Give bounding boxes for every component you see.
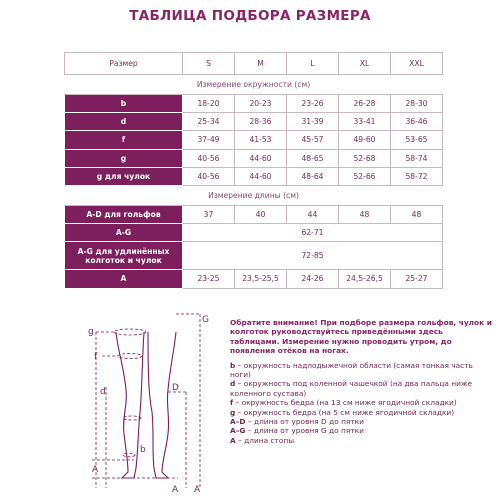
table-cell: 23-25 <box>183 270 235 288</box>
row-label: A-G для удлинённых колготок и чулок <box>65 242 183 270</box>
table-row <box>65 242 443 270</box>
note-text: – окружность надлодыжечной области (самая тонкая часть ноги) <box>230 360 473 380</box>
table-cell: 52-66 <box>339 167 391 185</box>
size-xxl: XXL <box>391 53 443 75</box>
note-item-f <box>230 398 492 407</box>
table-row <box>65 113 443 131</box>
row-label: A-D для гольфов <box>65 205 183 223</box>
table-cell: 48-65 <box>287 149 339 167</box>
table-cell: 28-36 <box>235 113 287 131</box>
table-cell: 25-27 <box>391 270 443 288</box>
note-item-d <box>230 379 492 398</box>
note-key: g <box>230 407 236 417</box>
measurement-notes <box>230 318 492 445</box>
table-cell: 18-20 <box>183 95 235 113</box>
circumference-section-label: Измерение окружности (см) <box>65 75 443 95</box>
table-cell: 20-23 <box>235 95 287 113</box>
table-cell: 48 <box>339 205 391 223</box>
note-item-b <box>230 361 492 380</box>
row-label: A <box>65 270 183 288</box>
table-cell: 53-65 <box>391 131 443 149</box>
table-cell: 48 <box>391 205 443 223</box>
table-row <box>65 95 443 113</box>
f-circumference-mark <box>118 354 142 359</box>
note-item-g <box>230 408 492 417</box>
table-cell: 25-34 <box>183 113 235 131</box>
table-cell: 24-26 <box>287 270 339 288</box>
row-label: A-G <box>65 224 183 242</box>
circumference-section-row <box>65 75 443 95</box>
g-circumference-mark <box>114 329 146 335</box>
table-cell: 28-30 <box>391 95 443 113</box>
table-row <box>65 131 443 149</box>
page-title: ТАБЛИЦА ПОДБОРА РАЗМЕРА <box>129 8 371 24</box>
size-l: L <box>287 53 339 75</box>
table-cell: 72-85 <box>183 242 443 270</box>
note-text: – окружность бедра (на 13 см ниже ягодичной складки) <box>233 398 457 408</box>
table-cell: 58-72 <box>391 167 443 185</box>
table-row <box>65 205 443 223</box>
table-cell: 45-57 <box>287 131 339 149</box>
table-row <box>65 224 443 242</box>
table-cell: 40 <box>235 205 287 223</box>
warning-text: Обратите внимание! При подборе размера гольфов, чулок и колготок руководствуйтесь приведёнными здесь таблицами. Измерение нужно проводить утром, до появления отёков на ногах. <box>230 318 492 356</box>
row-label: b <box>65 95 183 113</box>
table-cell: 23,5-25,5 <box>235 270 287 288</box>
note-text: – длина от уровня G до пятки <box>245 426 364 436</box>
note-text: – длина от уровня D до пятки <box>245 417 364 427</box>
note-item-a-g <box>230 426 492 435</box>
note-text: – окружность под коленной чашечкой (на два пальца ниже коленного сустава) <box>230 379 473 398</box>
table-cell: 24,5-26,5 <box>339 270 391 288</box>
table-cell: 33-41 <box>339 113 391 131</box>
d-circumference-mark <box>123 416 141 420</box>
row-label: g <box>65 149 183 167</box>
diagram-label-f: f <box>94 352 98 362</box>
note-text: – длина стопы <box>235 435 295 445</box>
leg-diagram-svg <box>82 312 222 494</box>
table-row <box>65 270 443 288</box>
table-cell: 31-39 <box>287 113 339 131</box>
note-text: – окружность бедра (на 5 см ниже ягодичной складки) <box>235 407 455 417</box>
table-cell: 23-26 <box>287 95 339 113</box>
diagram-label-D: D <box>172 383 179 393</box>
note-key: A <box>230 435 236 445</box>
length-section-label: Измерение длины (см) <box>65 185 443 205</box>
note-key: A–G <box>230 426 246 436</box>
row-label: g для чулок <box>65 167 183 185</box>
right-leg-shape <box>148 332 176 478</box>
row-label: d <box>65 113 183 131</box>
note-item-a <box>230 436 492 445</box>
table-cell: 62-71 <box>183 224 443 242</box>
size-header-label: Размер <box>65 53 183 75</box>
note-key: b <box>230 360 236 370</box>
measurement-lines <box>92 314 200 488</box>
table-cell: 37-49 <box>183 131 235 149</box>
table-cell: 48-64 <box>287 167 339 185</box>
table-row <box>65 167 443 185</box>
size-s: S <box>183 53 235 75</box>
size-table <box>64 52 443 289</box>
size-m: M <box>235 53 287 75</box>
diagram-label-g: g <box>88 327 94 337</box>
diagram-label-G: G <box>202 315 209 325</box>
table-cell: 40-56 <box>183 149 235 167</box>
note-key: d <box>230 379 236 389</box>
diagram-label-b: b <box>140 445 146 455</box>
table-cell: 40-56 <box>183 167 235 185</box>
diagram-label-A-right: A <box>194 485 201 494</box>
table-cell: 58-74 <box>391 149 443 167</box>
table-cell: 41-53 <box>235 131 287 149</box>
table-cell: 26-28 <box>339 95 391 113</box>
table-cell: 49-60 <box>339 131 391 149</box>
b-circumference-mark <box>123 453 135 457</box>
row-label: f <box>65 131 183 149</box>
diagram-label-A-bottom: A <box>172 485 179 494</box>
size-xl: XL <box>339 53 391 75</box>
table-cell: 44 <box>287 205 339 223</box>
table-cell: 44-60 <box>235 149 287 167</box>
length-section-row <box>65 185 443 205</box>
note-key: A–D <box>230 417 246 427</box>
table-cell: 44-60 <box>235 167 287 185</box>
diagram-label-d: d <box>100 387 106 397</box>
table-cell: 37 <box>183 205 235 223</box>
size-header-row <box>65 53 443 75</box>
diagram-label-A-left: A <box>92 465 99 475</box>
table-cell: 36-46 <box>391 113 443 131</box>
note-item-a-d <box>230 417 492 426</box>
note-key: f <box>230 398 234 408</box>
leg-measurement-diagram <box>82 312 222 494</box>
table-row <box>65 149 443 167</box>
table-cell: 52-68 <box>339 149 391 167</box>
